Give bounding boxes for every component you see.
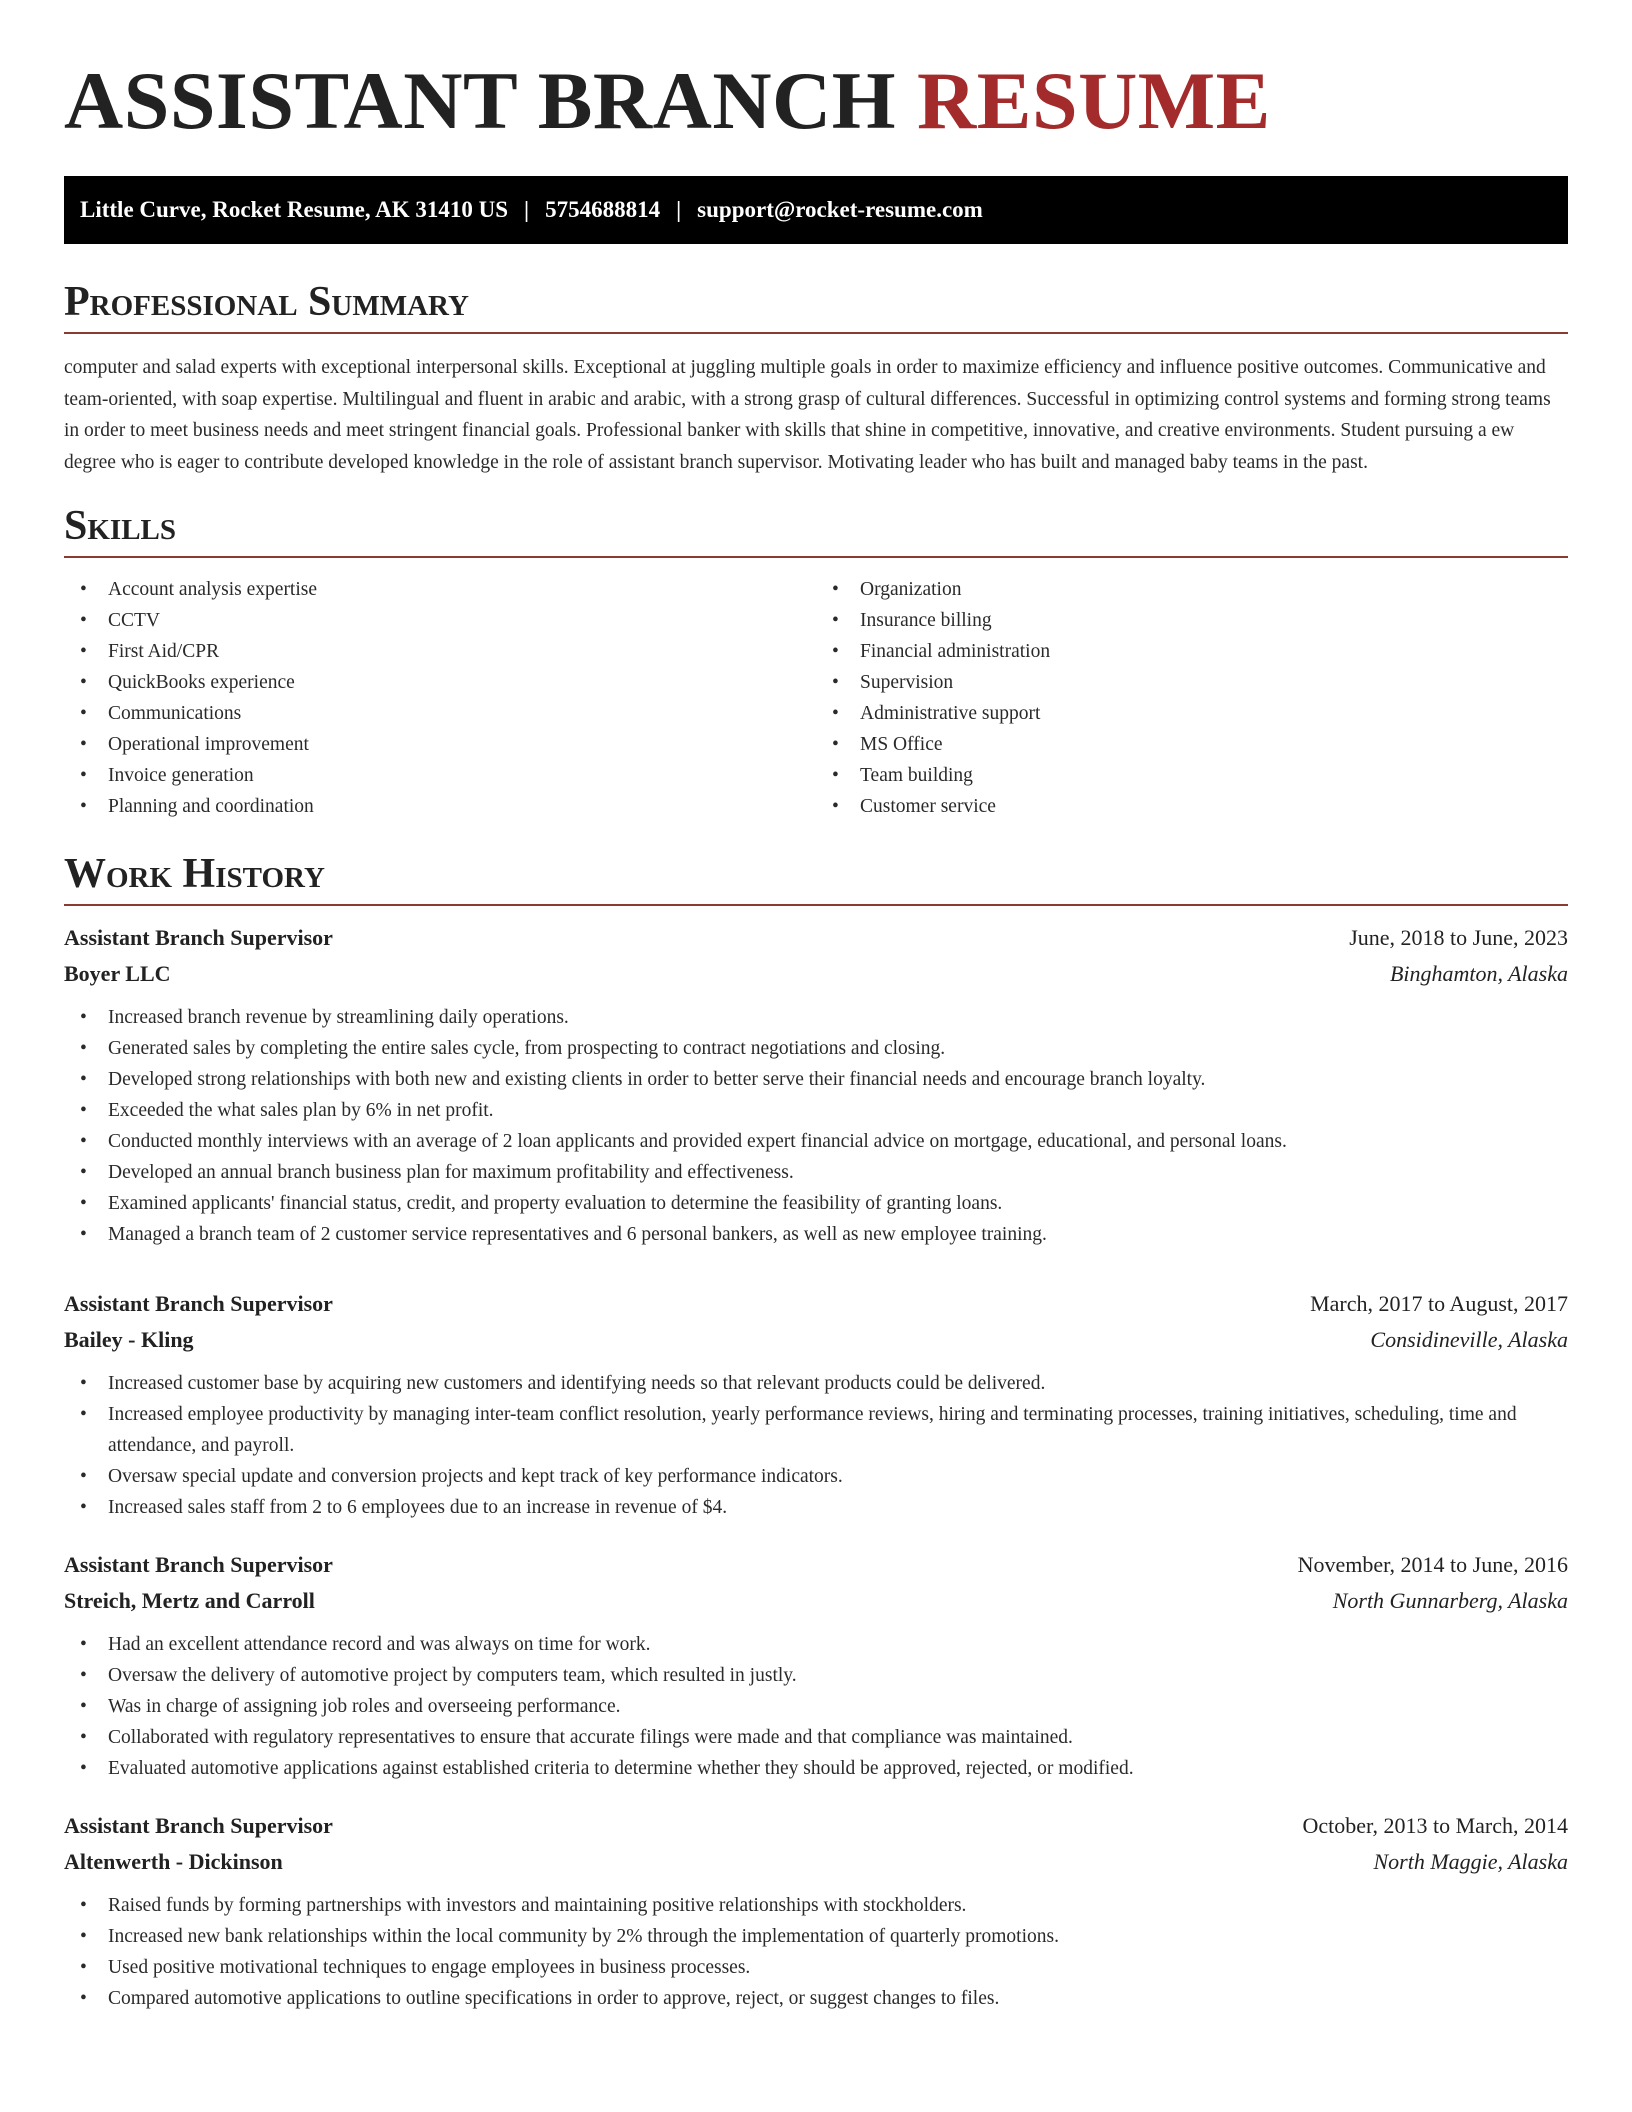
job-bullet: • Oversaw the delivery of automotive project by computers team, which resulted in justly.: [64, 1660, 1568, 1691]
job-entry: [64, 1547, 1568, 1784]
job-bullet: • Collaborated with regulatory representatives to ensure that accurate filings were made and that compliance was maintained.: [64, 1722, 1568, 1753]
skill-item: • Insurance billing: [816, 605, 1568, 636]
job-bullet: • Exceeded the what sales plan by 6% in net profit.: [64, 1095, 1568, 1126]
job-location: North Maggie, Alaska: [1373, 1849, 1568, 1874]
job-bullet: • Conducted monthly interviews with an average of 2 loan applicants and provided expert financial advice on mortgage, educational, and personal loans.: [64, 1126, 1568, 1157]
job-bullet: • Generated sales by completing the entire sales cycle, from prospecting to contract negotiations and closing.: [64, 1033, 1568, 1064]
contact-separator: |: [676, 197, 682, 222]
job-bullet: • Examined applicants' financial status, credit, and property evaluation to determine the feasibility of granting loans.: [64, 1188, 1568, 1219]
job-subheader: [64, 956, 1568, 992]
skill-item: • Operational improvement: [64, 729, 816, 760]
job-entry: [64, 920, 1568, 1250]
job-dates: November, 2014 to June, 2016: [1297, 1552, 1568, 1577]
job-location: Considineville, Alaska: [1370, 1327, 1568, 1352]
skill-item: • CCTV: [64, 605, 816, 636]
job-bullet: • Managed a branch team of 2 customer service representatives and 6 personal bankers, as well as new employee training.: [64, 1219, 1568, 1250]
skill-item: • Invoice generation: [64, 760, 816, 791]
skill-item: • Supervision: [816, 667, 1568, 698]
job-subheader: [64, 1844, 1568, 1880]
title-main: ASSISTANT BRANCH: [64, 55, 897, 146]
resume-title: [64, 0, 1568, 146]
contact-address: Little Curve, Rocket Resume, AK 31410 US: [80, 197, 509, 222]
skill-item: • QuickBooks experience: [64, 667, 816, 698]
work-history-section: [64, 848, 1568, 2014]
contact-email[interactable]: support@rocket-resume.com: [697, 197, 983, 222]
job-subheader: [64, 1322, 1568, 1358]
job-entry: [64, 1808, 1568, 2014]
skill-item: • Planning and coordination: [64, 791, 816, 822]
job-entry: [64, 1286, 1568, 1523]
job-bullet: • Increased new bank relationships within the local community by 2% through the implementation of quarterly promotions.: [64, 1921, 1568, 1952]
job-bullets: [64, 1368, 1568, 1523]
skill-item: • Account analysis expertise: [64, 574, 816, 605]
skills-list-right: [816, 574, 1568, 822]
job-bullets: [64, 1890, 1568, 2014]
job-header: [64, 1808, 1568, 1844]
summary-text: computer and salad experts with exceptional interpersonal skills. Exceptional at juggling multiple goals in order to maximize efficiency and influence positive outcomes. Communicative and team-oriented, with soap expertise. Multilingual and fluent in arabic and arabic, with a strong grasp of cultural differences. Successful in optimizing control systems and forming strong teams in order to meet business needs and meet stringent financial goals. Professional banker with skills that shine in competitive, innovative, and creative environments. Student pursuing a ew degree who is eager to contribute developed knowledge in the role of assistant branch supervisor. Motivating leader who has built and managed baby teams in the past.: [64, 357, 1551, 473]
skill-item: • Team building: [816, 760, 1568, 791]
job-bullet: • Developed strong relationships with both new and existing clients in order to better serve their financial needs and encourage branch loyalty.: [64, 1064, 1568, 1095]
job-company: Bailey - Kling: [64, 1327, 194, 1352]
job-title: Assistant Branch Supervisor: [64, 925, 333, 950]
job-bullet: • Increased employee productivity by managing inter-team conflict resolution, yearly performance reviews, hiring and terminating processes, training initiatives, scheduling, time and attendance, and payroll.: [64, 1399, 1568, 1461]
job-company: Streich, Mertz and Carroll: [64, 1588, 315, 1613]
skill-item: • First Aid/CPR: [64, 636, 816, 667]
job-bullet: • Evaluated automotive applications against established criteria to determine whether they should be approved, rejected, or modified.: [64, 1753, 1568, 1784]
job-bullets: [64, 1002, 1568, 1250]
contact-phone[interactable]: 5754688814: [545, 197, 661, 222]
job-bullet: • Had an excellent attendance record and was always on time for work.: [64, 1629, 1568, 1660]
job-header: [64, 920, 1568, 956]
job-title: Assistant Branch Supervisor: [64, 1552, 333, 1577]
skills-list-left: [64, 574, 816, 822]
section-divider: [64, 904, 1568, 906]
job-dates: June, 2018 to June, 2023: [1349, 925, 1568, 950]
skill-item: • Customer service: [816, 791, 1568, 822]
contact-bar: [64, 176, 1568, 244]
job-company: Boyer LLC: [64, 961, 171, 986]
job-bullet: • Increased customer base by acquiring new customers and identifying needs so that relevant products could be delivered.: [64, 1368, 1568, 1399]
job-bullet: • Used positive motivational techniques to engage employees in business processes.: [64, 1952, 1568, 1983]
section-divider: [64, 556, 1568, 558]
skill-item: • Administrative support: [816, 698, 1568, 729]
job-location: Binghamton, Alaska: [1389, 961, 1568, 986]
job-dates: October, 2013 to March, 2014: [1302, 1813, 1568, 1838]
job-title: Assistant Branch Supervisor: [64, 1813, 333, 1838]
job-bullet: • Oversaw special update and conversion projects and kept track of key performance indicators.: [64, 1461, 1568, 1492]
job-bullet: • Developed an annual branch business plan for maximum profitability and effectiveness.: [64, 1157, 1568, 1188]
skills-heading: Skills: [64, 503, 177, 549]
contact-separator: |: [524, 197, 530, 222]
job-header: [64, 1547, 1568, 1583]
job-bullet: • Increased sales staff from 2 to 6 employees due to an increase in revenue of $4.: [64, 1492, 1568, 1523]
work-history-heading: Work History: [64, 851, 325, 897]
skills-section: [64, 500, 1568, 822]
job-title: Assistant Branch Supervisor: [64, 1291, 333, 1316]
job-bullet: • Raised funds by forming partnerships with investors and maintaining positive relationships with stockholders.: [64, 1890, 1568, 1921]
skill-item: • Organization: [816, 574, 1568, 605]
job-bullet: • Compared automotive applications to outline specifications in order to approve, reject, or suggest changes to files.: [64, 1983, 1568, 2014]
job-dates: March, 2017 to August, 2017: [1310, 1291, 1568, 1316]
job-company: Altenwerth - Dickinson: [64, 1849, 283, 1874]
section-divider: [64, 332, 1568, 334]
skill-item: • MS Office: [816, 729, 1568, 760]
job-bullets: [64, 1629, 1568, 1784]
skills-columns: [64, 574, 1568, 822]
job-header: [64, 1286, 1568, 1322]
job-bullet: • Was in charge of assigning job roles and overseeing performance.: [64, 1691, 1568, 1722]
skill-item: • Financial administration: [816, 636, 1568, 667]
job-location: North Gunnarberg, Alaska: [1332, 1588, 1568, 1613]
job-subheader: [64, 1583, 1568, 1619]
summary-section: [64, 276, 1568, 478]
title-accent: RESUME: [917, 55, 1271, 146]
skill-item: • Communications: [64, 698, 816, 729]
summary-heading: Professional Summary: [64, 279, 469, 325]
job-bullet: • Increased branch revenue by streamlining daily operations.: [64, 1002, 1568, 1033]
